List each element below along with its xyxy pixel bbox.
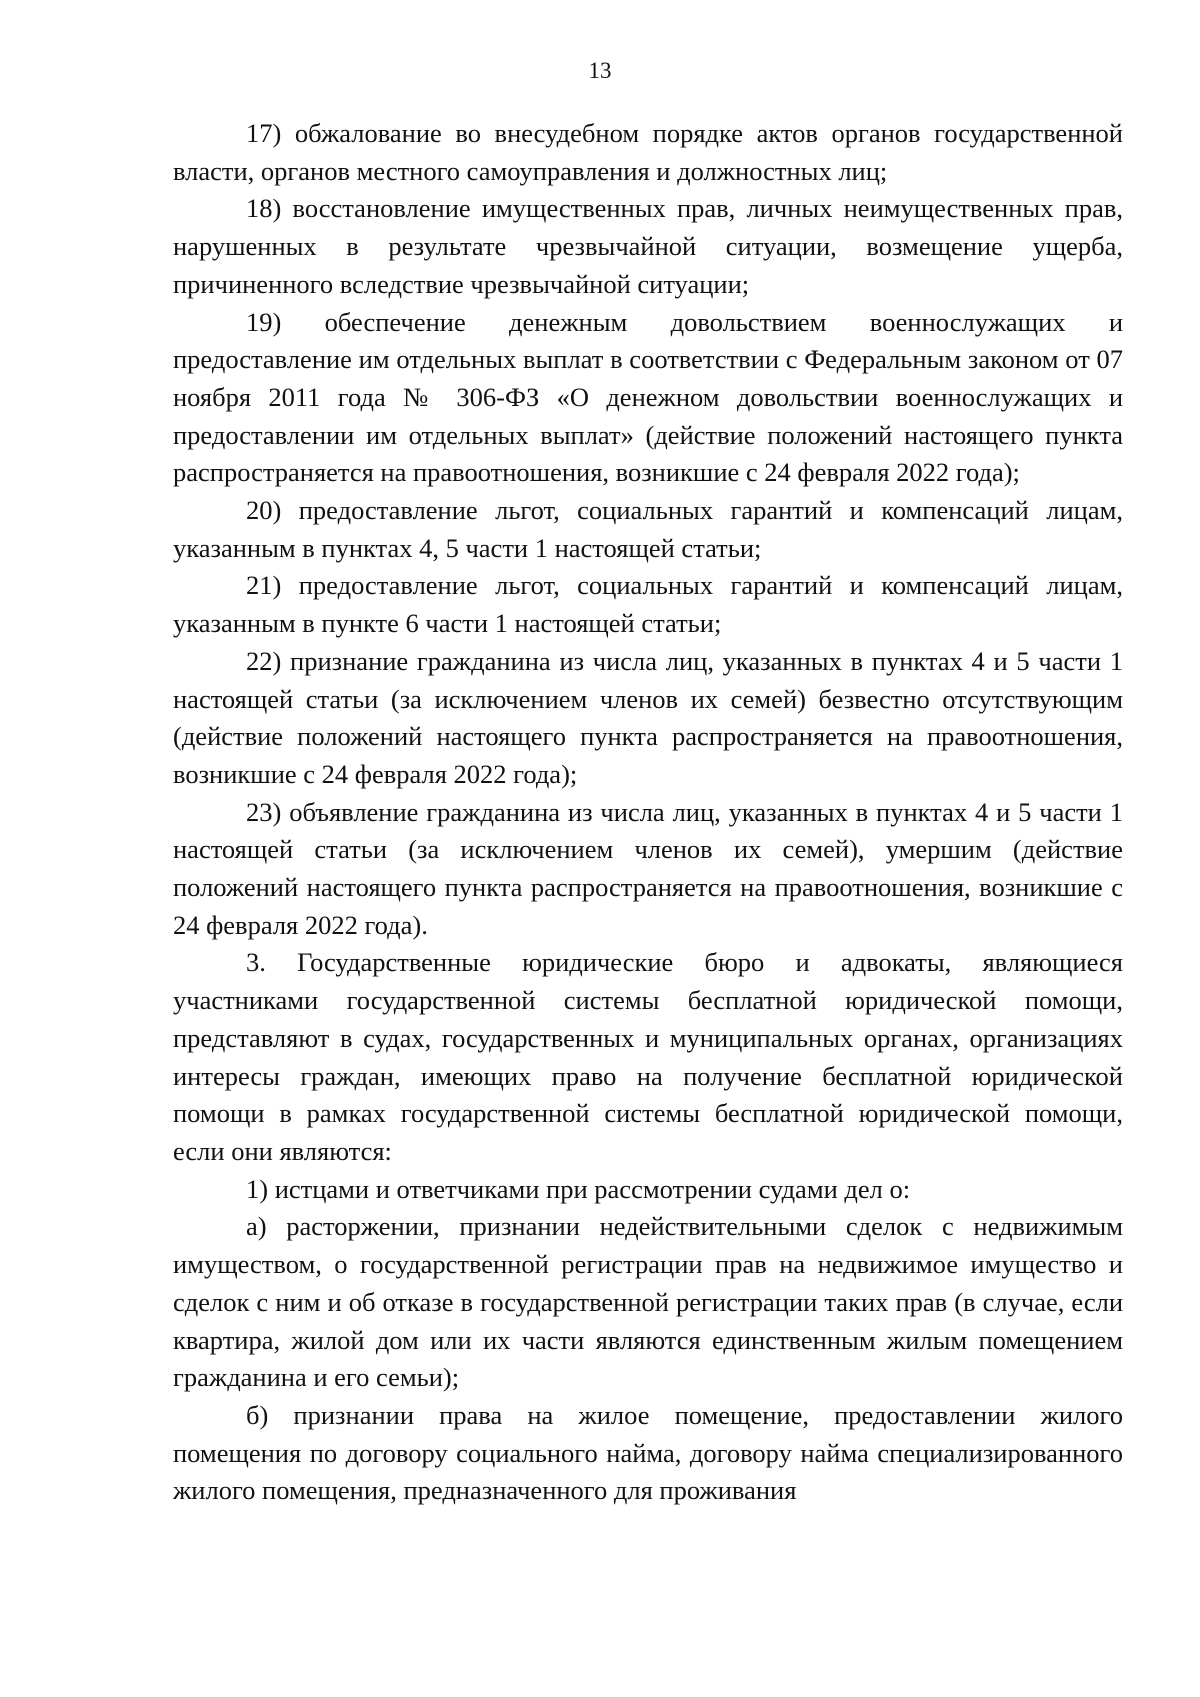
paragraph-item-17: 17) обжалование во внесудебном порядке актов органов государственной власти, органов местного самоуправления и должностных лиц; — [173, 118, 1123, 186]
paragraph-item-21: 21) предоставление льгот, социальных гарантий и компенсаций лицам, указанным в пункте 6 части 1 настоящей статьи; — [173, 570, 1123, 639]
paragraph-subitem-a: а) расторжении, признании недействительными сделок с недвижимым имуществом, о государственной регистрации прав на недвижимое имущество и сделок с ним и об отказе в государственной регистрации таких прав (в случае, если квартира, жилой дом или их части являются единственным жилым помещением гражданина и его семьи); — [173, 1211, 1123, 1393]
paragraph-item-18: 18) восстановление имущественных прав, личных неимущественных прав, нарушенных в результате чрезвычайной ситуации, возмещение ущерба, причиненного вследствие чрезвычайной ситуации; — [173, 193, 1123, 299]
paragraph-item-20: 20) предоставление льгот, социальных гарантий и компенсаций лицам, указанным в пунктах 4, 5 части 1 настоящей статьи; — [173, 495, 1123, 563]
paragraph-item-22: 22) признание гражданина из числа лиц, указанных в пунктах 4 и 5 части 1 настоящей статьи (за исключением членов их семей) безвестно отсутствующим (действие положений настоящего пункта распространяется на правоотношения, возникшие с 24 февраля 2022 года); — [173, 645, 1123, 789]
paragraph-subitem-b: б) признании права на жилое помещение, предоставлении жилого помещения по договору социального найма, договору найма специализированного жилого помещения, предназначенного для проживания — [173, 1399, 1123, 1506]
document-body — [173, 115, 1123, 1510]
paragraph-item-23: 23) объявление гражданина из числа лиц, указанных в пунктах 4 и 5 части 1 настоящей статьи (за исключением членов их семей), умершим (действие положений настоящего пункта распространяется на правоотношения, возникшие с 24 февраля 2022 года). — [173, 796, 1123, 940]
paragraph-item-19: 19) обеспечение денежным довольствием военнослужащих и предоставление им отдельных выплат в соответствии с Федеральным законом от 07 ноября 2011 года № 306-ФЗ «О денежном довольствии военнослужащих и предоставлении им отдельных выплат» (действие положений настоящего пункта распространяется на правоотношения, возникшие с 24 февраля 2022 года); — [173, 306, 1123, 488]
page-number: 13 — [588, 58, 612, 83]
paragraph-section-3: 3. Государственные юридические бюро и адвокаты, являющиеся участниками государственной системы бесплатной юридической помощи, представляют в судах, государственных и муниципальных органах, организациях интересы граждан, имеющих право на получение бесплатной юридической помощи в рамках государственной системы бесплатной юридической помощи, если они являются: — [173, 947, 1123, 1166]
paragraph-subitem-1: 1) истцами и ответчиками при рассмотрении судами дел о: — [246, 1173, 911, 1204]
